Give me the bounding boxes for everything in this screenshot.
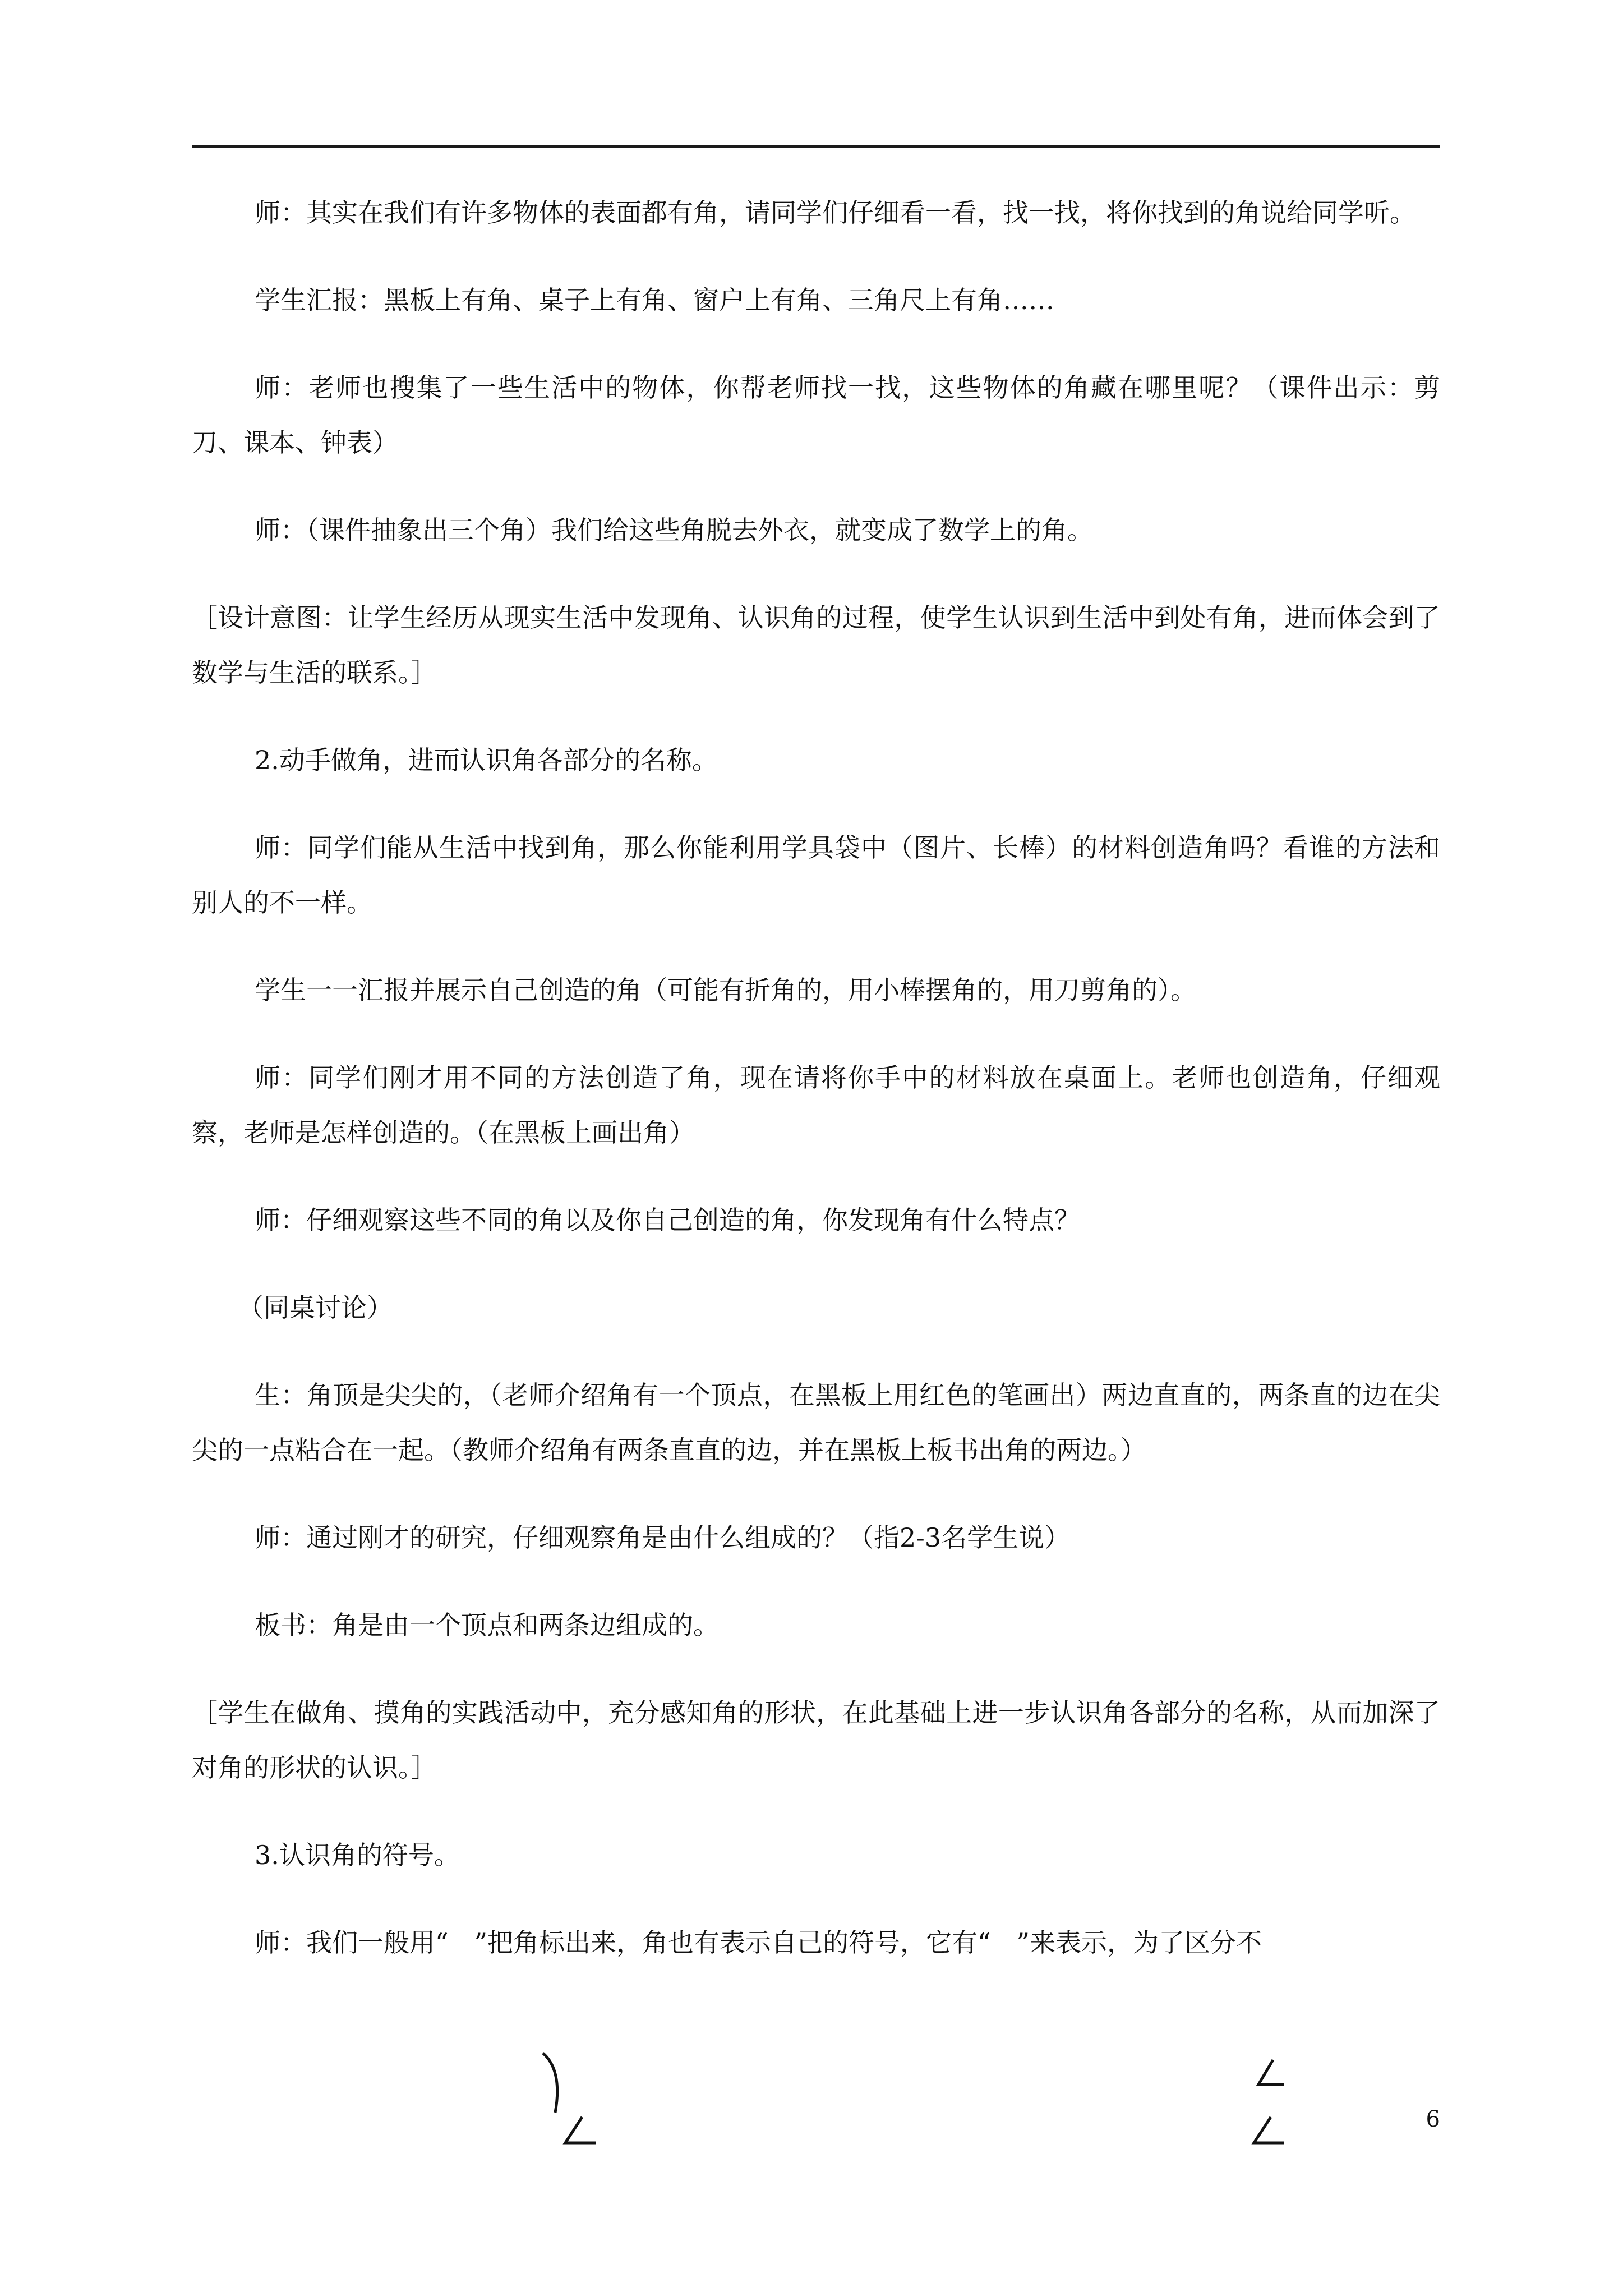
arc-mark-icon [538,2049,572,2116]
paragraph: 师：同学们能从生活中找到角，那么你能利用学具袋中（图片、长棒）的材料创造角吗？看谁的方法和别人的不一样。 [192,832,1440,918]
page-number: 6 [1426,2106,1440,2132]
paragraph: 师：通过刚才的研究，仔细观察角是由什么组成的？（指2-3名学生说） [255,1522,1071,1553]
paragraph: 师：老师也搜集了一些生活中的物体，你帮老师找一找，这些物体的角藏在哪里呢？（课件出示：剪刀、课本、钟表） [192,372,1440,458]
section-heading: 3.认识角的符号。 [255,1840,460,1870]
design-intent-note: ［学生在做角、摸角的实践活动中，充分感知角的形状，在此基础上进一步认识角各部分的名称，从而加深了对角的形状的认识。］ [192,1697,1440,1783]
header-rule [192,145,1440,148]
document-body [192,185,1440,2003]
paragraph: 师：我们一般用“ ”把角标出来，角也有表示自己的符号，它有“ ”来表示，为了区分不 [255,1927,1262,1958]
design-intent-note: ［设计意图：让学生经历从现实生活中发现角、认识角的过程，使学生认识到生活中到处有角，进而体会到了数学与生活的联系。］ [192,602,1440,688]
angle-symbol-icon [561,2114,600,2147]
paragraph: 师：其实在我们有许多物体的表面都有角，请同学们仔细看一看，找一找，将你找到的角说给同学听。 [255,197,1415,228]
paragraph: 学生一一汇报并展示自己创造的角（可能有折角的，用小棒摆角的，用刀剪角的）。 [255,975,1196,1005]
paragraph: 板书：角是由一个顶点和两条边组成的。 [255,1610,719,1640]
paragraph: 师：（课件抽象出三个角）我们给这些角脱去外衣，就变成了数学上的角。 [255,515,1093,545]
paragraph: 师：同学们刚才用不同的方法创造了角，现在请将你手中的材料放在桌面上。老师也创造角，仔细观察，老师是怎样创造的。（在黑板上画出角） [192,1062,1440,1148]
angle-symbol-icon [1249,2114,1289,2147]
paragraph: 学生汇报：黑板上有角、桌子上有角、窗户上有角、三角尺上有角…… [255,285,1054,315]
paragraph: （同桌讨论） [238,1292,393,1323]
paragraph: 生：角顶是尖尖的，（老师介绍角有一个顶点，在黑板上用红色的笔画出）两边直直的，两条直的边在尖尖的一点粘合在一起。（教师介绍角有两条直直的边，并在黑板上板书出角的两边。） [192,1380,1440,1465]
paragraph: 师：仔细观察这些不同的角以及你自己创造的角，你发现角有什么特点？ [255,1205,1080,1235]
section-heading: 2.动手做角，进而认识角各部分的名称。 [255,745,718,775]
angle-mark-icon [1255,2056,1289,2090]
